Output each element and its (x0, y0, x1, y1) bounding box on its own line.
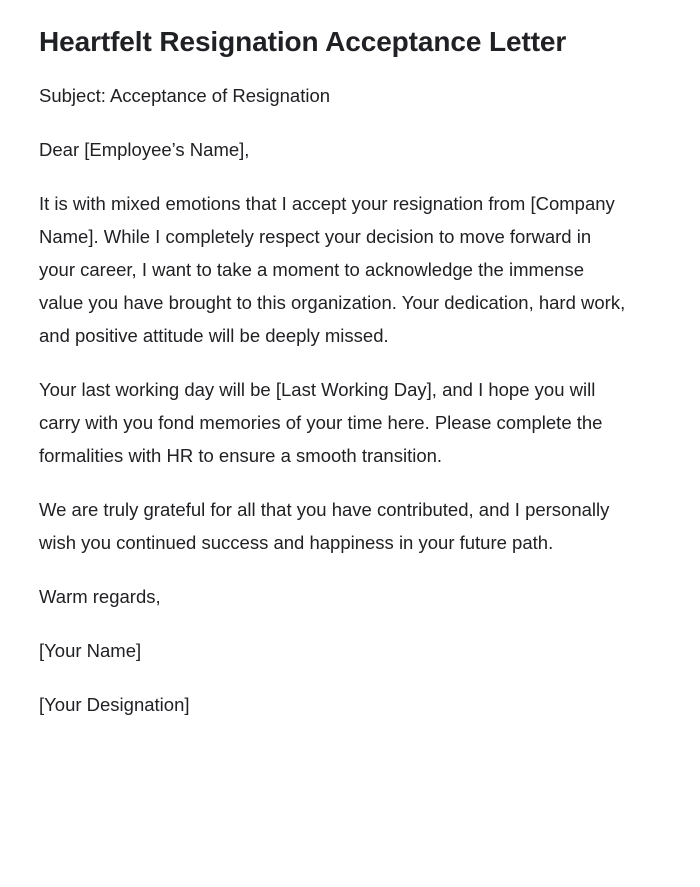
body-paragraph-1: It is with mixed emotions that I accept your resignation from [Company Name]. While I completely respect your decision to move forward in your career, I want to take a moment to acknowledge the immense value you have brought to this organization. Your dedication, hard work, and positive attitude will be deeply missed. (39, 193, 626, 346)
body-paragraph-3: We are truly grateful for all that you have contributed, and I personally wish you continued success and happiness in your future path. (39, 499, 610, 553)
closing: Warm regards, (39, 586, 161, 607)
signature-designation: [Your Designation] (39, 694, 190, 715)
page-title: Heartfelt Resignation Acceptance Letter (39, 26, 567, 57)
salutation: Dear [Employee’s Name], (39, 139, 250, 160)
body-paragraph-2: Your last working day will be [Last Working Day], and I hope you will carry with you fond memories of your time here. Please complete the formalities with HR to ensure a smooth transition. (39, 379, 603, 466)
subject-line: Subject: Acceptance of Resignation (39, 85, 331, 106)
signature-name: [Your Name] (39, 640, 142, 661)
